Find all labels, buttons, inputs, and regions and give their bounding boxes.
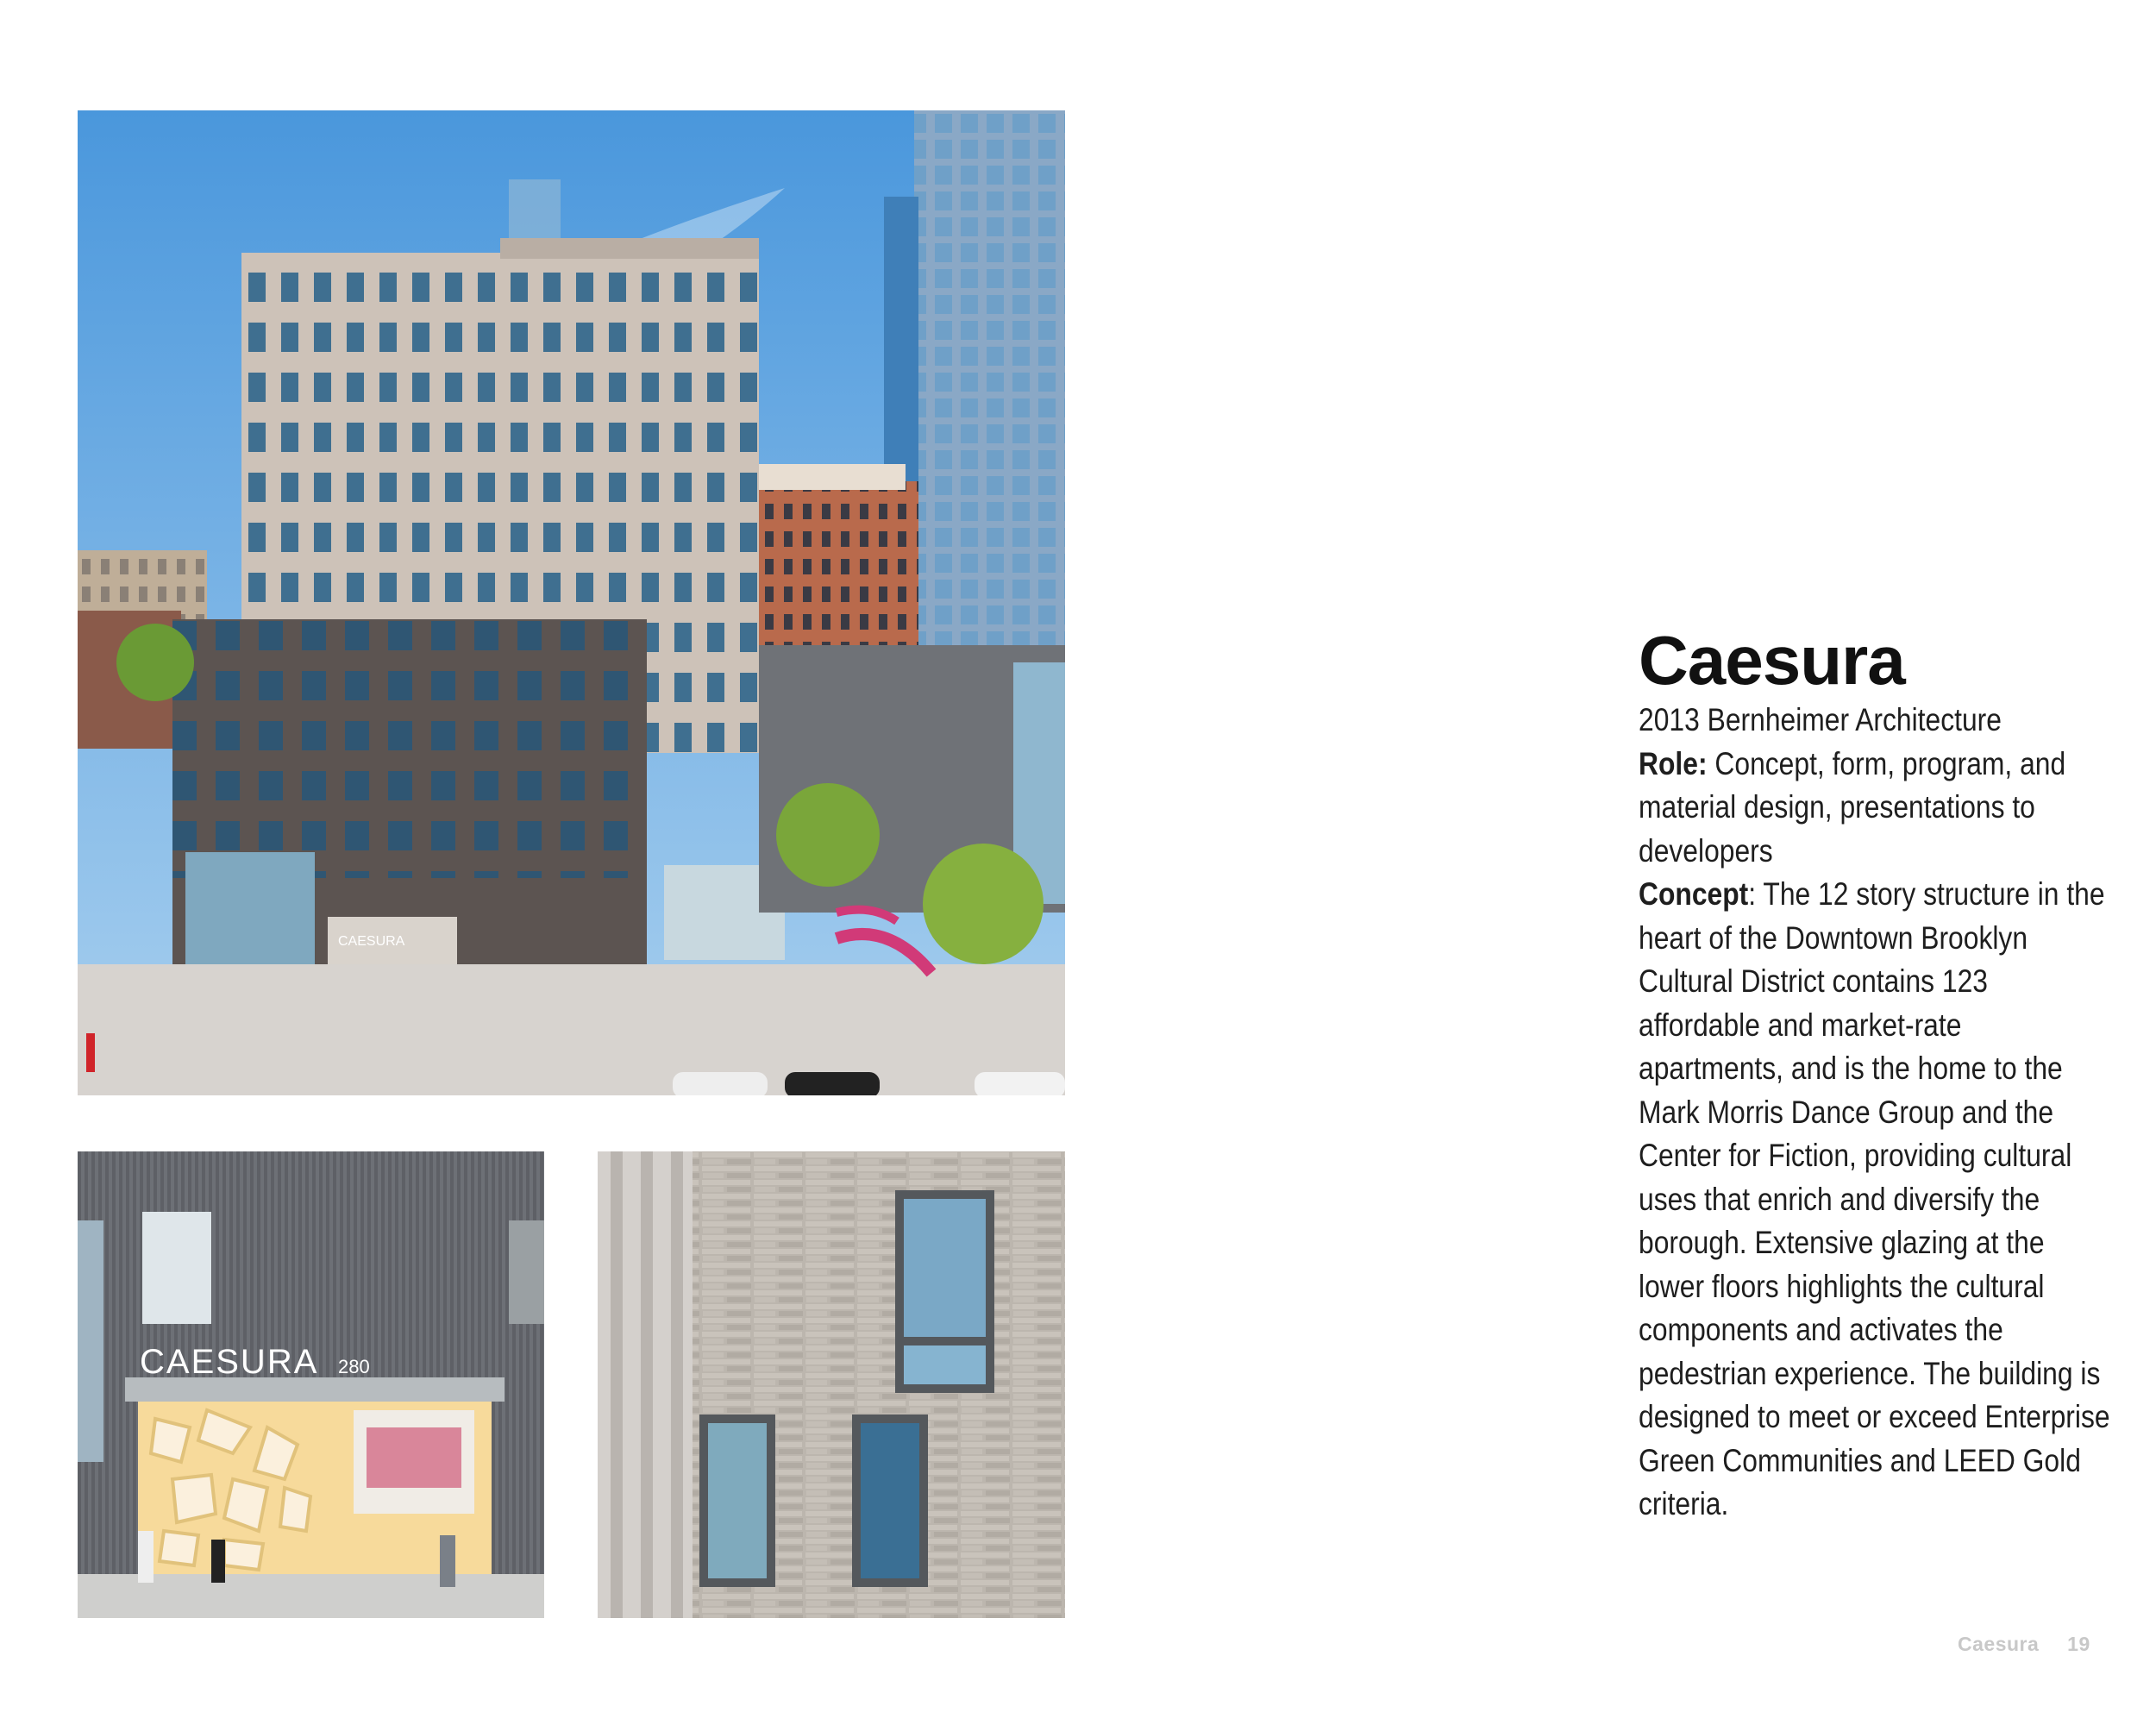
main-building-illustration	[78, 110, 1065, 1095]
entrance-illustration	[78, 1151, 544, 1618]
role-paragraph	[1639, 743, 2113, 874]
concept-paragraph	[1639, 873, 2113, 1527]
facade-detail-photo	[598, 1151, 1065, 1618]
facade-illustration	[598, 1151, 1065, 1618]
concept-label: Concept	[1639, 876, 1749, 912]
entrance-sign-name: CAESURA	[140, 1343, 319, 1381]
page-number: 19	[2067, 1633, 2090, 1655]
concept-text: : The 12 story structure in the heart of the Downtown Brooklyn Cultural District contains 123 affordable and market-rate apartments, and is the home to the Mark Morris Dance Group and the Center for Fiction, providing cultural uses that enrich and diversify the borough. Extensive glazing at the lower floors highlights the cultural components and activates the pedestrian experience. The building is designed to meet or exceed Enterprise Green Communities and LEED Gold criteria.	[1639, 876, 2110, 1521]
entrance-sign-number: 280	[338, 1356, 370, 1377]
footer-section-name: Caesura	[1958, 1633, 2040, 1655]
project-description	[1639, 623, 2122, 1527]
project-title: Caesura	[1639, 622, 1905, 699]
project-credit: 2013 Bernheimer Architecture	[1639, 702, 2002, 737]
main-building-photo	[78, 110, 1065, 1095]
main-photo-sign: CAESURA	[338, 934, 405, 949]
role-label: Role:	[1639, 745, 1708, 781]
page-footer	[1958, 1633, 2090, 1656]
entrance-photo	[78, 1151, 544, 1618]
role-text: Concept, form, program, and material design, presentations to developers	[1639, 745, 2066, 869]
